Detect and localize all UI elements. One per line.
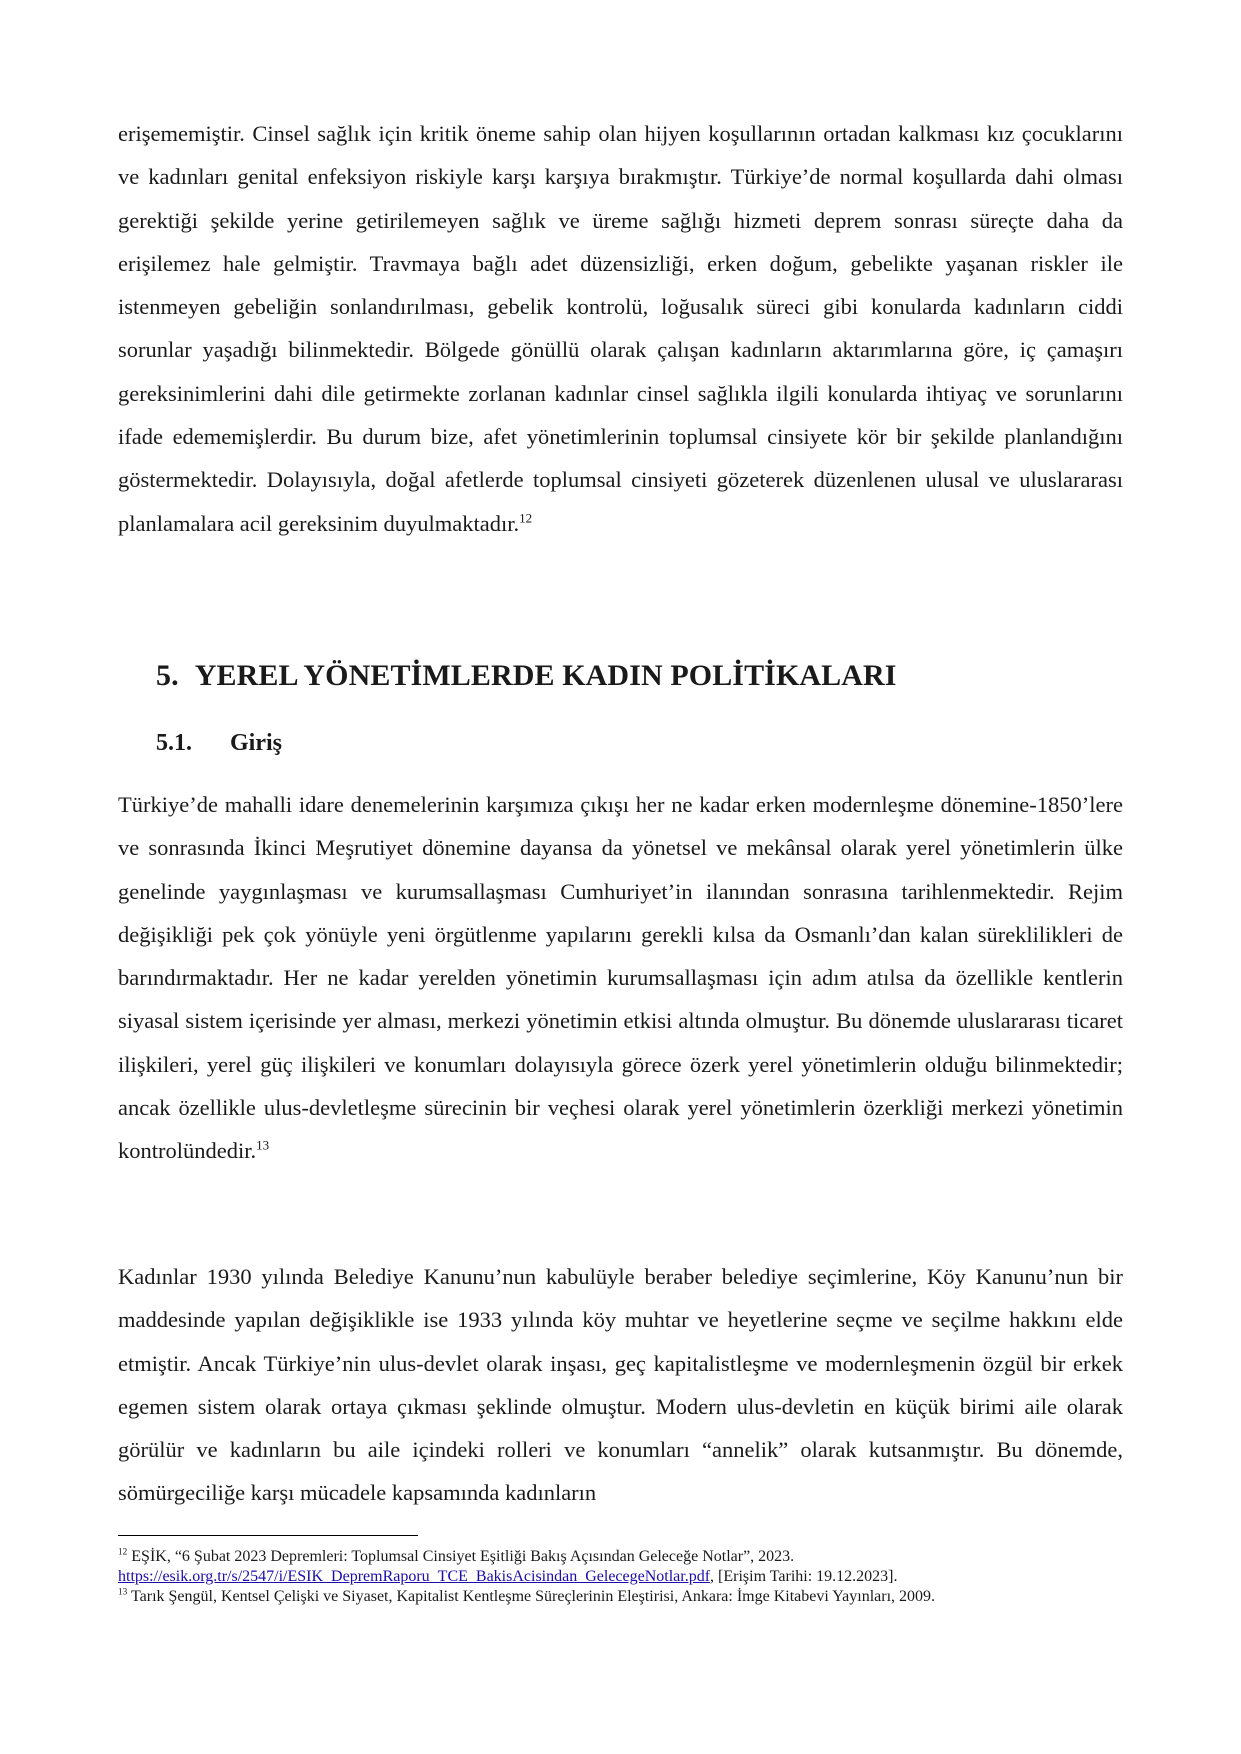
section-number: 5. bbox=[156, 659, 179, 692]
section-heading bbox=[156, 659, 897, 693]
footnote-text: EŞİK, “6 Şubat 2023 Depremleri: Toplumsal Cinsiyet Eşitliği Bakış Açısından Geleceğe Notlar”, 2023. bbox=[127, 1548, 795, 1565]
paragraph-text: erişememiştir. Cinsel sağlık için kritik öneme sahip olan hijyen koşullarının ortadan kalkması kız çocuklarını ve kadınları genital enfeksiyon riskiyle karşı karşıya bırakmıştır. Türkiye’de normal koşullarda dahi olması gerektiği şekilde yerine getirilemeyen sağlık ve üreme sağlığı hizmeti deprem sonrası süreçte daha da erişilemez hale gelmiştir. Travmaya bağlı adet düzensizliği, erken doğum, gebelikte yaşanan riskler ile istenmeyen gebeliğin sonlandırılması, gebelik kontrolü, loğusalık süreci gibi konularda kadınların ciddi sorunlar yaşadığı bilinmektedir. Bölgede gönüllü olarak çalışan kadınların aktarımlarına göre, iç çamaşırı gereksinimlerini dahi dile getirmekte zorlanan kadınlar cinsel sağlıkla ilgili konularda ihtiyaç ve sorunlarını ifade edememişlerdir. Bu durum bize, afet yönetimlerinin toplumsal cinsiyete kör bir şekilde planlandığını göstermektedir. Dolayısıyla, doğal afetlerde toplumsal cinsiyeti gözeterek düzenlenen ulusal ve uluslararası planlamalara acil gereksinim duyulmaktadır. bbox=[118, 121, 1123, 536]
footnote-number: 13 bbox=[118, 1587, 128, 1598]
footnote-link[interactable]: https://esik.org.tr/s/2547/i/ESIK_DepremRaporu_TCE_BakisAcisindan_GelecegeNotlar.pdf bbox=[118, 1568, 711, 1585]
footnote-reference[interactable]: 12 bbox=[519, 510, 533, 526]
footnote-13 bbox=[118, 1587, 1123, 1607]
footnote-text: Tarık Şengül, Kentsel Çelişki ve Siyaset, Kapitalist Kentleşme Süreçlerinin Eleştirisi, Ankara: İmge Kitabevi Yayınları, 2009. bbox=[127, 1588, 936, 1605]
footnote-reference[interactable]: 13 bbox=[256, 1137, 270, 1153]
footnote-number: 12 bbox=[118, 1547, 128, 1558]
paragraph-text: Türkiye’de mahalli idare denemelerinin karşımıza çıkışı her ne kadar erken modernleşme dönemine-1850’lere ve sonrasında İkinci Meşrutiyet dönemine dayansa da yönetsel ve mekânsal olarak yerel yönetimlerin ülke genelinde yaygınlaşması ve kurumsallaşması Cumhuriyet’in ilanından sonrasına tarihlenmektedir. Rejim değişikliği pek çok yönüyle yeni örgütlenme yapılarını gerekli kılsa da Osmanlı’dan kalan süreklilikleri de barındırmaktadır. Her ne kadar yerelden yönetimin kurumsallaşması için adım atılsa da özellikle kentlerin siyasal sistem içerisinde yer alması, merkezi yönetimin etkisi altında olmuştur. Bu dönemde uluslararası ticaret ilişkileri, yerel güç ilişkileri ve konumları dolayısıyla görece özerk yerel yönetimlerin olduğu bilinmektedir; ancak özellikle ulus-devletleşme sürecinin bir veçhesi olarak yerel yönetimlerin özerkliği merkezi yönetimin kontrolündedir. bbox=[118, 792, 1123, 1164]
subsection-number: 5.1. bbox=[156, 730, 192, 756]
section-title: YEREL YÖNETİMLERDE KADIN POLİTİKALARI bbox=[194, 659, 897, 692]
paragraph-text: Kadınlar 1930 yılında Belediye Kanunu’nun kabulüyle beraber belediye seçimlerine, Köy Kanunu’nun bir maddesinde yapılan değişiklikle ise 1933 yılında köy muhtar ve heyetlerine seçme ve seçilme hakkını elde etmiştir. Ancak Türkiye’nin ulus-devlet olarak inşası, geç kapitalistleşme ve modernleşmenin özgül bir erkek egemen sistem olarak ortaya çıkması şeklinde olmuştur. Modern ulus-devletin en küçük birimi aile olarak görülür ve kadınların bu aile içindeki rolleri ve konumları “annelik” olarak kutsanmıştır. Bu dönemde, sömürgeciliğe karşı mücadele kapsamında kadınların bbox=[118, 1264, 1123, 1506]
footnotes bbox=[118, 1547, 1123, 1607]
body-paragraph bbox=[118, 112, 1123, 545]
body-paragraph bbox=[118, 783, 1123, 1173]
footnote-12 bbox=[118, 1547, 1123, 1587]
footnote-access-date: , [Erişim Tarihi: 19.12.2023]. bbox=[710, 1568, 898, 1585]
footnote-separator bbox=[118, 1535, 418, 1536]
subsection-heading bbox=[156, 730, 282, 757]
subsection-title: Giriş bbox=[230, 730, 282, 756]
body-paragraph bbox=[118, 1255, 1123, 1515]
